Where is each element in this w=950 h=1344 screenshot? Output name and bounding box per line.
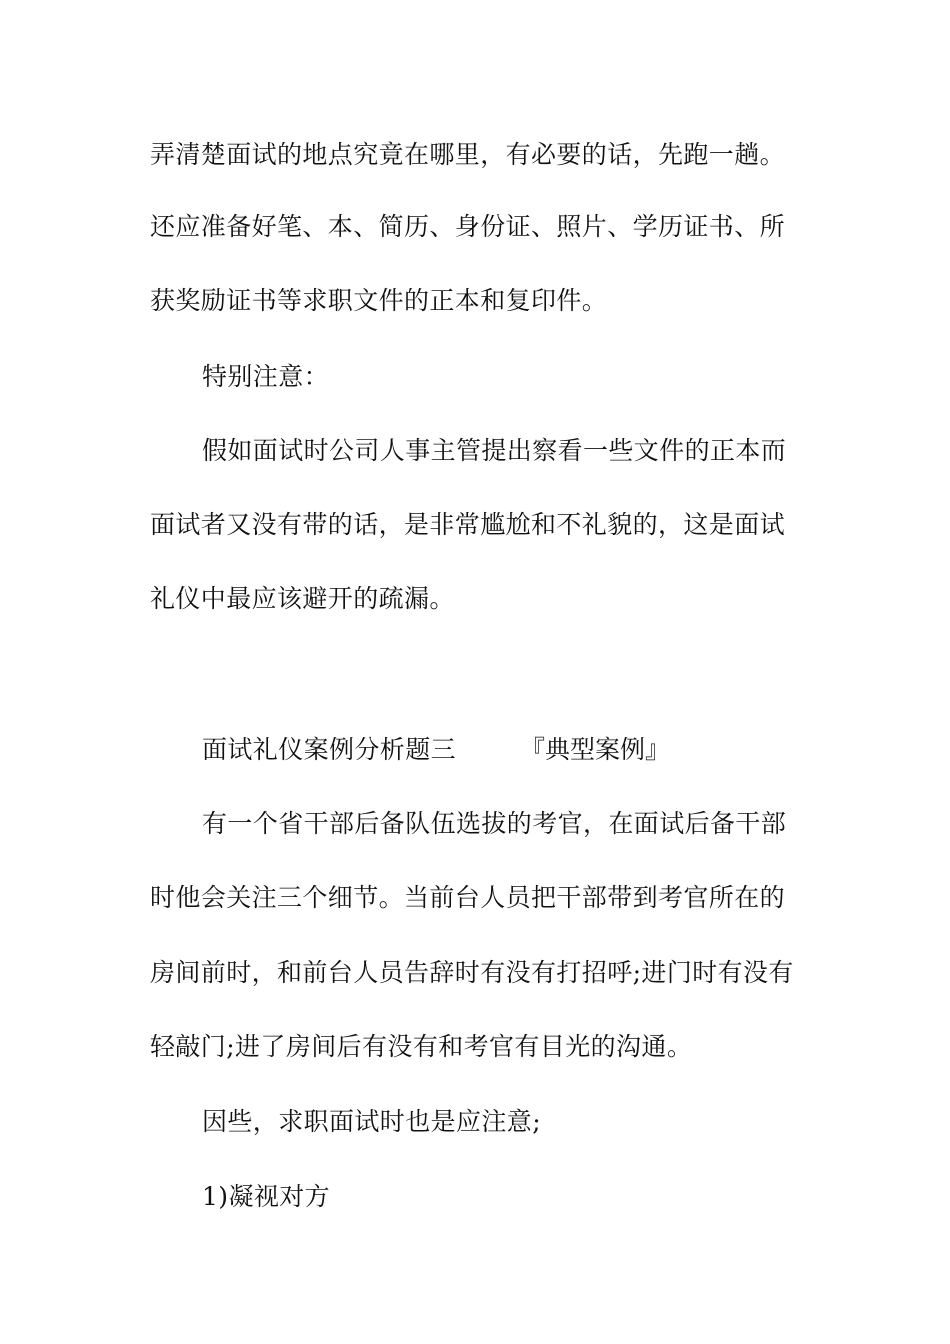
- section-tag: 『典型案例』: [520, 735, 671, 764]
- paragraph-line: 面试者又没有带的话，是非常尴尬和不礼貌的，这是面试: [150, 510, 786, 539]
- paragraph-line: 假如面试时公司人事主管提出察看一些文件的正本而: [202, 436, 787, 465]
- section-heading: 面试礼仪案例分析题三: [202, 735, 457, 764]
- paragraph-line: 有一个省干部后备队伍选拔的考官，在面试后备干部: [202, 809, 787, 838]
- paragraph-line: 房间前时，和前台人员告辞时有没有打招呼;进门时有没有: [150, 958, 794, 987]
- paragraph-line: 因些，求职面试时也是应注意;: [202, 1107, 542, 1136]
- paragraph-line: 轻敲门;进了房间后有没有和考官有目光的沟通。: [150, 1032, 693, 1061]
- note-heading: 特别注意：: [202, 362, 330, 391]
- paragraph-line: 还应准备好笔、本、简历、身份证、照片、学历证书、所: [150, 212, 786, 241]
- paragraph-line: 时他会关注三个细节。当前台人员把干部带到考官所在的: [150, 883, 786, 912]
- paragraph-line: 获奖励证书等求职文件的正本和复印件。: [150, 286, 608, 315]
- paragraph-line: 礼仪中最应该避开的疏漏。: [150, 584, 455, 613]
- list-item: 1)凝视对方: [202, 1182, 331, 1211]
- paragraph-line: 弄清楚面试的地点究竟在哪里，有必要的话，先跑一趟。: [150, 140, 786, 169]
